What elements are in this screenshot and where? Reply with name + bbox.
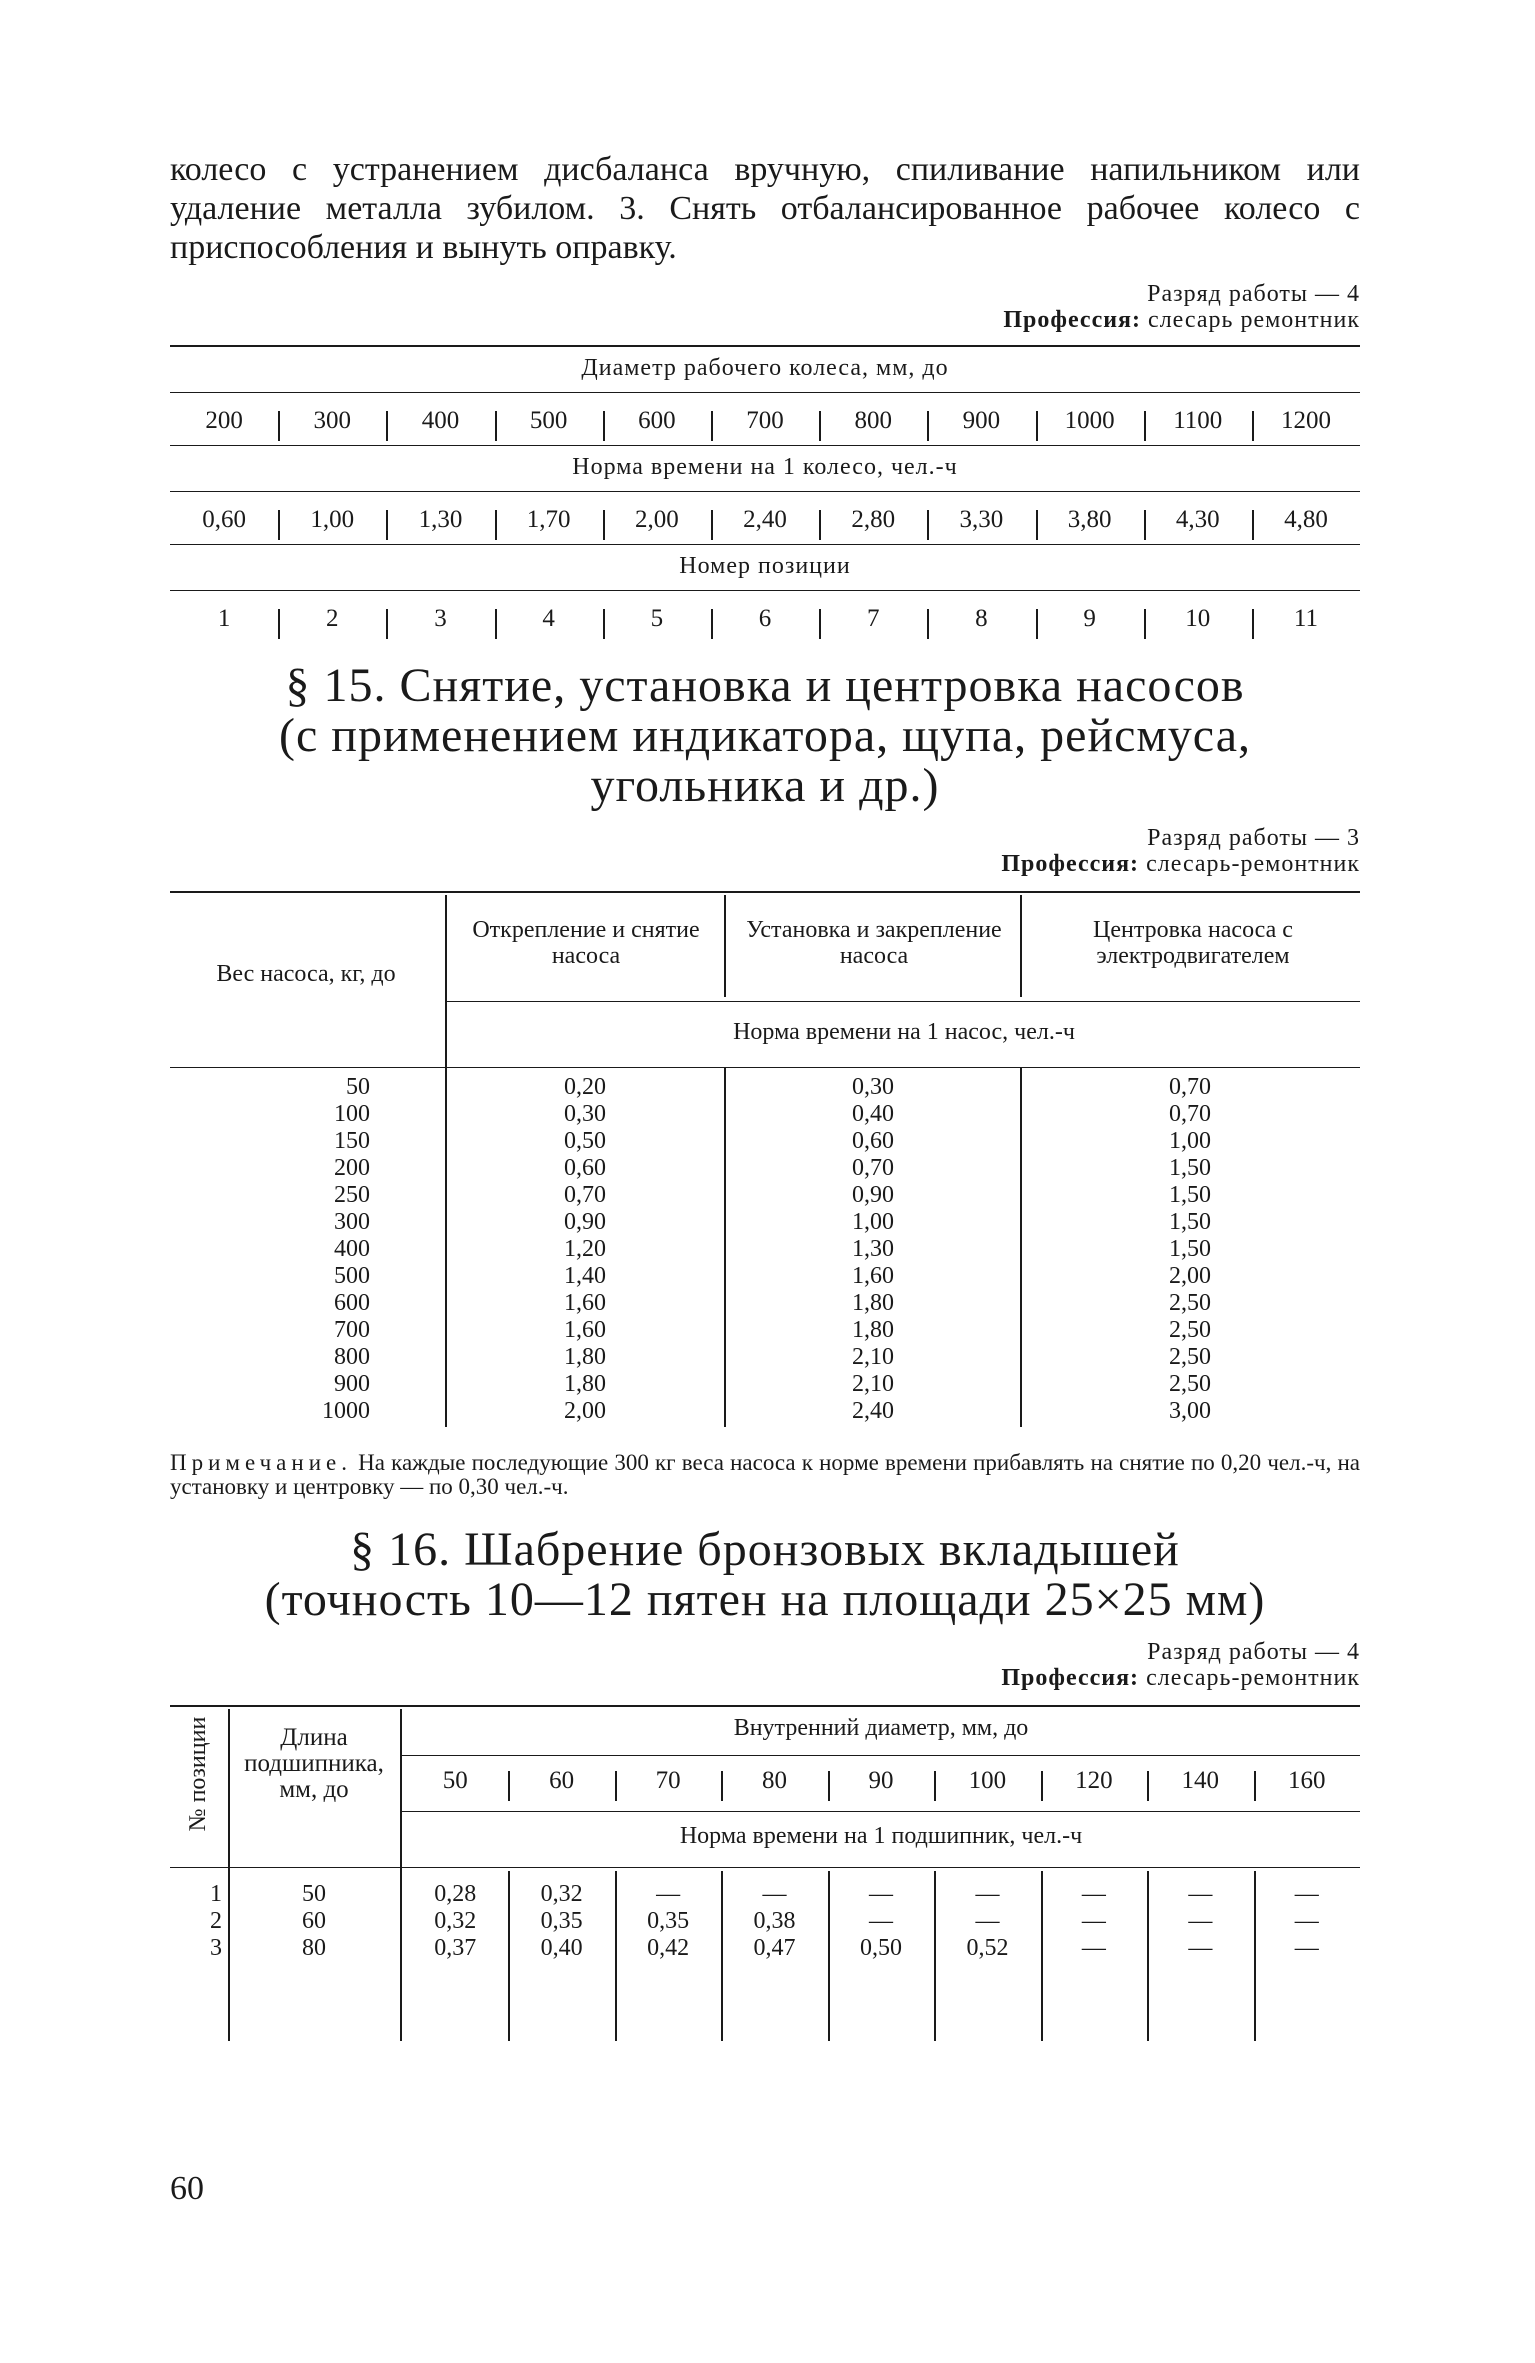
section16-norm-cell: 0,37 [434,1935,477,1961]
section15-weight-cell: 1000 [322,1398,370,1424]
section15-header-col2: Установка и закрепление насоса [746,917,1002,969]
table1-diameter-cell: 200 [205,407,243,434]
section16-norm-cell: — [762,1881,787,1907]
section15-profession-label: Профессия: [1001,851,1140,877]
section15-detach-cell: 1,60 [564,1317,606,1343]
table1-diameter-row [170,393,1360,445]
section15-header-col3: Центровка насоса с электродвигателем [1093,917,1293,969]
section15-detach-cell: 1,80 [564,1371,606,1397]
table1-norm-cell: 1,70 [495,506,603,534]
section15-mount-cell: 2,10 [852,1344,894,1370]
section16-norm-cell: 0,47 [753,1935,796,1961]
section15-mount-column [728,1074,1018,1425]
table1-norm-cell: 4,30 [1144,506,1252,534]
section16-norm-cell: 0,52 [966,1935,1009,1961]
section15-centering-cell: 2,50 [1169,1371,1211,1397]
section15-centering-cell: 2,50 [1169,1344,1211,1370]
section15-detach-cell: 0,70 [564,1182,606,1208]
table1-grade: Разряд работы — 4 [1147,281,1360,307]
section15-mount-cell: 0,40 [852,1101,894,1127]
section15-detach-cell: 1,60 [564,1290,606,1316]
section15-centering-cell: 1,50 [1169,1209,1211,1235]
table1-position-row [170,591,1360,643]
table1-norm-cell: 3,30 [927,506,1035,534]
section15-weight-cell: 300 [334,1209,370,1235]
section16-diameter-cell: 140 [1147,1767,1253,1795]
section16-norm-cell: — [975,1908,1000,1934]
section16-profession-value: слесарь-ремонтник [1146,1665,1360,1691]
section15-centering-cell: 3,00 [1169,1398,1211,1424]
section15-detach-cell: 1,40 [564,1263,606,1289]
section15-detach-cell: 0,90 [564,1209,606,1235]
section16-norm-cell: 0,42 [647,1935,690,1961]
page-number: 60 [170,2170,204,2207]
section15-mount-cell: 1,00 [852,1209,894,1235]
section15-weight-cell: 200 [334,1155,370,1181]
section15-title-line2: (с применением индикатора, щупа, рейсмуса, [279,709,1251,762]
section15-mount-cell: 1,80 [852,1317,894,1343]
section15-header-norm: Норма времени на 1 насос, чел.-ч [733,1019,1075,1045]
section16-norm-cell: 0,32 [434,1908,477,1934]
section16-norm-cell: — [1294,1908,1319,1934]
section16-diameter-cell: 50 [442,1767,468,1794]
section15-weight-cell: 400 [334,1236,370,1262]
table1-meta [170,281,1360,333]
section15-centering-cell: 2,00 [1169,1263,1211,1289]
section16-norm-cell: — [656,1881,681,1907]
section16-header-length: Длина подшипника, мм, до [244,1724,384,1803]
section15-detach-cell: 0,20 [564,1074,606,1100]
book-page [170,150,1360,1985]
section15-title-line3: угольника и др.) [590,759,940,812]
table1-norm-cell: 4,80 [1252,506,1360,534]
section15-weight-cell: 250 [334,1182,370,1208]
section16-diameter-cell: 120 [1041,1767,1147,1795]
section16-length-cell: 80 [302,1935,326,1961]
table1-caption-diameter: Диаметр рабочего колеса, мм, до [581,355,949,381]
table1-norm-cell: 0,60 [202,506,246,533]
section16-position-cell: 2 [210,1908,222,1934]
section16-norm-cell: — [1081,1881,1106,1907]
section16-diameter-cell: 90 [828,1767,934,1795]
section16-norm-cell: 0,28 [434,1881,477,1907]
table1-diameter-cell: 400 [386,407,494,435]
section15-centering-cell: 1,50 [1169,1236,1211,1262]
table1-position-cell: 2 [278,605,386,633]
section16-norm-cell: 0,35 [540,1908,583,1934]
section16-grade: Разряд работы — 4 [1147,1639,1360,1665]
section16-diameter-cell: 80 [721,1767,827,1795]
section15-centering-cell: 0,70 [1169,1074,1211,1100]
section16-norm-cell: 0,35 [647,1908,690,1934]
table1-diameter-cell: 800 [819,407,927,435]
section16-norm-cell: 0,40 [540,1935,583,1961]
section16-norm-cell: — [975,1881,1000,1907]
section15-centering-cell: 0,70 [1169,1101,1211,1127]
section16-diameter-cell: 60 [508,1767,614,1795]
section16-norm-cell: — [1188,1881,1213,1907]
section16-length-cell: 60 [302,1908,326,1934]
section15-mount-cell: 1,60 [852,1263,894,1289]
section16-norm-cell: — [1188,1935,1213,1961]
section15-heading [170,661,1360,811]
table1-position-cell: 1 [217,605,231,632]
section16-title-line2: (точность 10—12 пятен на площади 25×25 мм) [264,1573,1266,1626]
table1-position-cell: 4 [495,605,603,633]
section16-header-position: № позиции [185,1716,211,1832]
section15-note-label: Примечание. [170,1450,352,1475]
table1-norm-cell: 1,30 [386,506,494,534]
section16-diameter-cell: 160 [1254,1767,1360,1795]
section16-norm-cell: — [1294,1881,1319,1907]
section16-norm-cell: — [1081,1908,1106,1934]
section15-centering-cell: 2,50 [1169,1290,1211,1316]
section16-title-line1: § 16. Шабрение бронзовых вкладышей [350,1523,1180,1576]
table-impeller-balancing [170,345,1360,643]
section16-heading [170,1525,1360,1625]
section15-header-col1: Открепление и снятие насоса [472,917,700,969]
section15-mount-cell: 0,30 [852,1074,894,1100]
section15-weight-cell: 150 [334,1128,370,1154]
table1-position-cell: 11 [1252,605,1360,633]
section15-mount-cell: 2,40 [852,1398,894,1424]
table1-position-cell: 9 [1036,605,1144,633]
table1-norm-cell: 2,40 [711,506,819,534]
table1-position-cell: 5 [603,605,711,633]
table1-position-cell: 3 [386,605,494,633]
section15-meta [170,825,1360,877]
table1-diameter-cell: 900 [927,407,1035,435]
section15-profession-value: слесарь-ремонтник [1146,851,1360,877]
section15-mount-cell: 1,30 [852,1236,894,1262]
section15-mount-cell: 0,60 [852,1128,894,1154]
table1-norm-row [170,492,1360,544]
section15-detach-cell: 0,30 [564,1101,606,1127]
section16-norm-cell: — [868,1881,893,1907]
section16-profession-label: Профессия: [1001,1665,1140,1691]
table-pump-installation [170,891,1360,1471]
section15-header-weight: Вес насоса, кг, до [216,961,396,987]
section15-weight-cell: 900 [334,1371,370,1397]
table1-profession-label: Профессия: [1003,307,1142,333]
section16-header-norm: Норма времени на 1 подшипник, чел.-ч [679,1823,1083,1849]
section16-norm-cell: — [1081,1935,1106,1961]
section15-grade: Разряд работы — 3 [1147,825,1360,851]
table1-diameter-cell: 300 [278,407,386,435]
section15-centering-cell: 2,50 [1169,1317,1211,1343]
table1-diameter-cell: 1200 [1252,407,1360,435]
table1-norm-cell: 2,00 [603,506,711,534]
section15-detach-column [450,1074,720,1425]
section16-meta [170,1639,1360,1691]
section15-weight-column [170,1074,370,1425]
section15-detach-cell: 0,50 [564,1128,606,1154]
section15-detach-cell: 2,00 [564,1398,606,1424]
section15-mount-cell: 0,70 [852,1155,894,1181]
section16-norm-cell: — [868,1908,893,1934]
table1-norm-cell: 1,00 [278,506,386,534]
table1-diameter-cell: 700 [711,407,819,435]
section16-norm-cell: 0,38 [753,1908,796,1934]
section16-norm-cell: 0,32 [540,1881,583,1907]
table1-norm-cell: 3,80 [1036,506,1144,534]
section15-note-text: На каждые последующие 300 кг веса насоса к норме времени прибавлять на снятие по 0,20 чел.-ч, на установку и центровку — по 0,30 чел.-ч. [170,1450,1360,1499]
section16-length-cell: 50 [302,1881,326,1907]
table1-position-cell: 8 [927,605,1035,633]
section16-diameter-row [402,1767,1360,1795]
section15-detach-cell: 0,60 [564,1155,606,1181]
section15-weight-cell: 50 [346,1074,370,1100]
table1-diameter-cell: 500 [495,407,603,435]
section15-centering-column [1024,1074,1356,1425]
section15-centering-cell: 1,00 [1169,1128,1211,1154]
section15-detach-cell: 1,80 [564,1344,606,1370]
table1-position-cell: 6 [711,605,819,633]
section16-norm-cell: 0,50 [859,1935,902,1961]
table1-caption-norm: Норма времени на 1 колесо, чел.-ч [572,454,958,480]
section15-weight-cell: 800 [334,1344,370,1370]
section15-centering-cell: 1,50 [1169,1155,1211,1181]
table-bearing-scraping [170,1705,1360,1985]
table1-diameter-cell: 600 [603,407,711,435]
intro-paragraph: колесо с устранением дисбаланса вручную, спиливание напильником или удаление металла зубилом. 3. Снять отбалансированное рабочее колесо с приспособления и вынуть оправку. [170,151,1360,266]
table1-diameter-cell: 1000 [1036,407,1144,435]
section15-weight-cell: 600 [334,1290,370,1316]
section16-norm-cell: — [1188,1908,1213,1934]
table1-diameter-cell: 1100 [1144,407,1252,435]
section15-centering-cell: 1,50 [1169,1182,1211,1208]
table1-caption-position: Номер позиции [679,553,851,579]
section16-header-diameter: Внутренний диаметр, мм, до [733,1715,1029,1741]
section15-mount-cell: 1,80 [852,1290,894,1316]
section15-weight-cell: 700 [334,1317,370,1343]
section15-mount-cell: 2,10 [852,1371,894,1397]
section15-mount-cell: 0,90 [852,1182,894,1208]
table1-profession-value: слесарь ремонтник [1148,307,1360,333]
section15-weight-cell: 100 [334,1101,370,1127]
section16-position-cell: 3 [210,1935,222,1961]
table1-norm-cell: 2,80 [819,506,927,534]
section16-position-cell: 1 [210,1881,222,1907]
section16-norm-cell: — [1294,1935,1319,1961]
table1-position-cell: 10 [1144,605,1252,633]
section15-weight-cell: 500 [334,1263,370,1289]
section16-diameter-cell: 70 [615,1767,721,1795]
section16-diameter-cell: 100 [934,1767,1040,1795]
section15-title-line1: § 15. Снятие, установка и центровка насосов [285,659,1245,712]
table1-position-cell: 7 [819,605,927,633]
section15-detach-cell: 1,20 [564,1236,606,1262]
